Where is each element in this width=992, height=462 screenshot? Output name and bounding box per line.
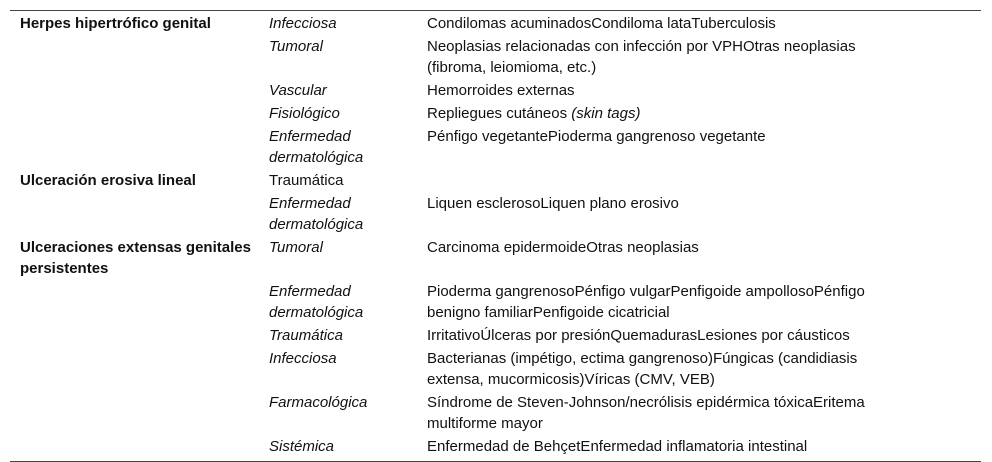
items-cell: Condilomas acuminadosCondiloma lataTuberculosis <box>427 15 776 32</box>
items-cell: Pénfigo vegetantePioderma gangrenoso vegetante <box>427 128 766 145</box>
table-row <box>10 13 981 34</box>
table-row <box>10 325 981 346</box>
table-row <box>10 281 981 323</box>
items-note: (skin tags) <box>571 105 641 122</box>
items-cell: Hemorroides externas <box>427 82 575 99</box>
category-cell: Herpes hipertrófico genital <box>20 15 211 32</box>
type-cell: Enfermedad dermatológica <box>269 195 364 233</box>
table-row <box>10 80 981 101</box>
type-cell: Tumoral <box>269 239 323 256</box>
table-row <box>10 126 981 168</box>
items-text: Repliegues cutáneos <box>427 105 568 122</box>
type-cell: Tumoral <box>269 38 323 55</box>
items-cell: IrritativoÚlceras por presiónQuemadurasLesiones por cáusticos <box>427 327 850 344</box>
type-cell: Sistémica <box>269 438 335 455</box>
items-cell: Enfermedad de BehçetEnfermedad inflamatoria intestinal <box>427 438 808 455</box>
type-cell: Fisiológico <box>269 105 340 122</box>
table-row <box>10 36 981 78</box>
table-row <box>10 170 981 191</box>
items-cell: Neoplasias relacionadas con infección por VPHOtras neoplasias (fibroma, leiomioma, etc.) <box>427 38 856 76</box>
differential-diagnosis-table <box>10 10 981 462</box>
table-row <box>10 237 981 279</box>
table-row <box>10 392 981 434</box>
type-cell: Farmacológica <box>269 394 368 411</box>
items-cell: Bacterianas (impétigo, ectima gangrenoso)Fúngicas (candidiasis extensa, mucormicosis)Víricas (CMV, VEB) <box>427 350 858 388</box>
items-cell: Carcinoma epidermoideOtras neoplasias <box>427 239 699 256</box>
type-cell: Enfermedad dermatológica <box>269 283 364 321</box>
type-cell: Enfermedad dermatológica <box>269 128 364 166</box>
category-cell: Ulceración erosiva lineal <box>20 172 196 189</box>
type-cell: Traumática <box>269 327 343 344</box>
items-cell: Pioderma gangrenosoPénfigo vulgarPenfigoide ampollosoPénfigo benigno familiarPenfigoide cicatricial <box>427 283 865 321</box>
category-cell: Ulceraciones extensas genitales persistentes <box>20 239 251 277</box>
table-row <box>10 103 981 124</box>
type-cell: Traumática <box>269 172 344 189</box>
items-cell <box>427 103 917 124</box>
table-row <box>10 193 981 235</box>
table-row <box>10 348 981 390</box>
type-cell: Infecciosa <box>269 15 337 32</box>
items-cell: Síndrome de Steven-Johnson/necrólisis epidérmica tóxicaEritema multiforme mayor <box>427 394 865 432</box>
type-cell: Vascular <box>269 82 327 99</box>
type-cell: Infecciosa <box>269 350 337 367</box>
items-cell: Liquen esclerosoLiquen plano erosivo <box>427 195 679 212</box>
